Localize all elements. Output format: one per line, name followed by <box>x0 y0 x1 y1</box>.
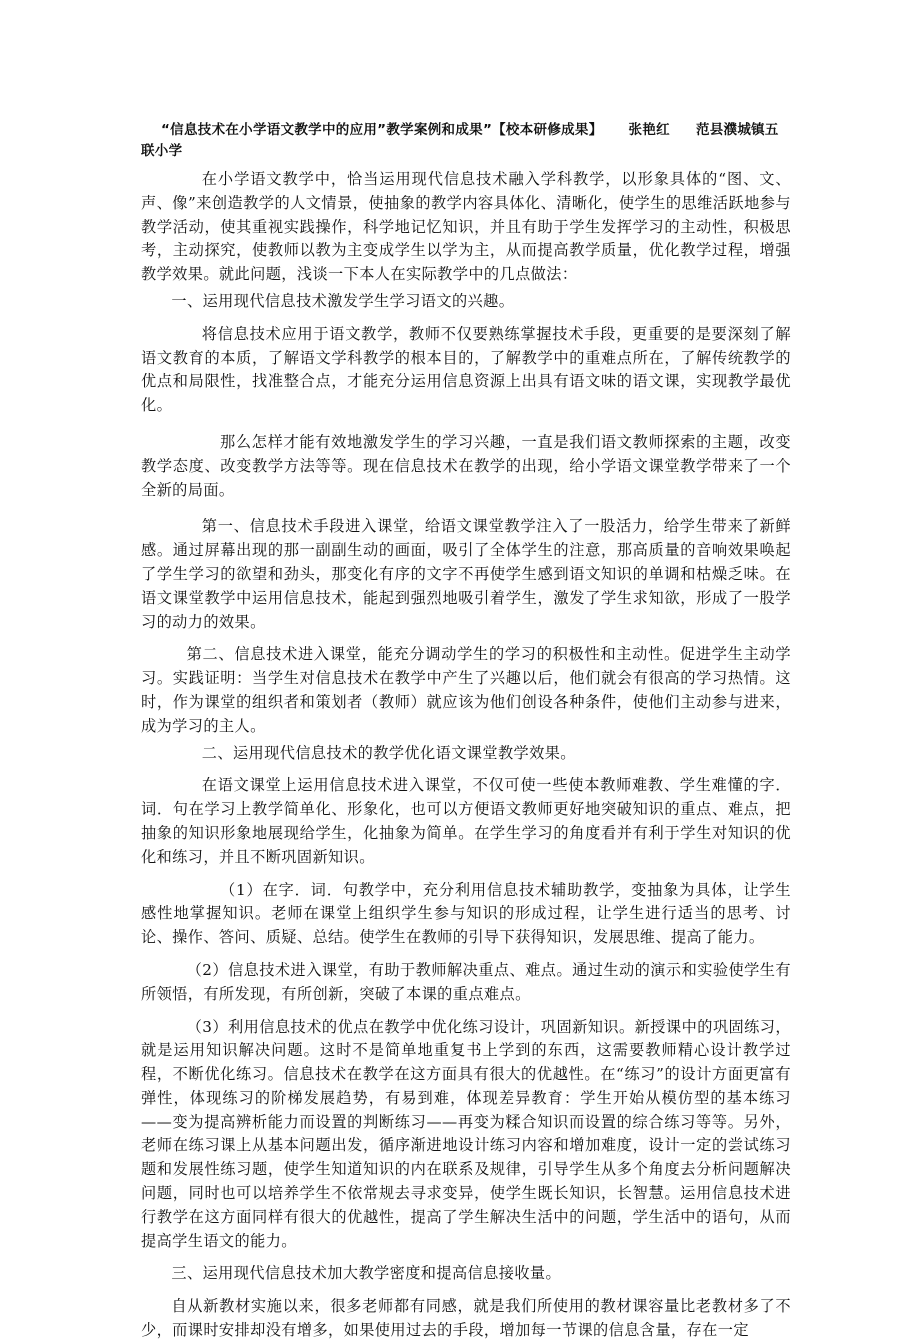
list-item: （2）信息技术进入课堂，有助于教师解决重点、难点。通过生动的演示和实验使学生有所领悟，有所发现，有所创新，突破了本课的重点难点。 <box>141 960 791 1003</box>
author-name: 张艳红 <box>628 122 670 138</box>
document-title-line <box>141 120 791 162</box>
list-item: （1）在字．词．句教学中，充分利用信息技术辅助教学，变抽象为具体，让学生感性地掌握知识。老师在课堂上组织学生参与知识的形成过程，让学生进行适当的思考、讨论、操作、答问、质疑、总结。使学生在教师的引导下获得知识，发展思维、提高了能力。 <box>141 880 791 947</box>
school-name: 范县濮城镇五联小学 <box>141 122 779 159</box>
paragraph-intro: 在小学语文教学中，恰当运用现代信息技术融入学科教学，以形象具体的“图、文、声、像”来创造教学的人文情景，使抽象的教学内容具体化、清晰化，使学生的思维活跃地参与教学活动，使其重视实践操作，科学地记忆知识，并且有助于学生发挥学习的主动性，积极思考，主动探究，使教师以教为主变成学生以学为主，从而提高教学质量，优化教学过程，增强教学效果。就此问题，浅谈一下本人在实际教学中的几点做法： <box>141 170 791 284</box>
paragraph: 将信息技术应用于语文教学，教师不仅要熟练掌握技术手段，更重要的是要深刻了解语文教育的本质，了解语文学科教学的根本目的，了解教学中的重难点所在，了解传统教学的优点和局限性，找准整合点，才能充分运用信息资源上出具有语文味的语文课，实现教学最优化。 <box>141 324 791 415</box>
section-heading-2: 二、运用现代信息技术的教学优化语文课堂教学效果。 <box>201 743 576 762</box>
section-heading-3: 三、运用现代信息技术加大教学密度和提高信息接收量。 <box>171 1264 562 1283</box>
list-item: （3）利用信息技术的优点在教学中优化练习设计，巩固新知识。新授课中的巩固练习，就是运用知识解决问题。这时不是简单地重复书上学到的东西，这需要教师精心设计教学过程，不断优化练习。信息技术在教学在这方面具有很大的优越性。在“练习”的设计方面更富有弹性，体现练习的阶梯发展趋势，有易到难，体现差异教育：学生开始从模仿型的基本练习——变为提高辨析能力而设置的判断练习——再变为糅合知识而设置的综合练习等等。另外，老师在练习课上从基本问题出发，循序渐进地设计练习内容和增加难度，设计一定的尝试练习题和发展性练习题，使学生知道知识的内在联系及规律，引导学生从多个角度去分析问题解决问题，同时也可以培养学生不依常规去寻求变异，使学生既长知识，长智慧。运用信息技术进行教学在这方面同样有很大的优越性，提高了学生解决生活中的问题，学生活中的语句，从而提高学生语文的能力。 <box>141 1017 791 1250</box>
section-heading-1: 一、运用现代信息技术激发学生学习语文的兴趣。 <box>171 291 515 310</box>
document-title: “信息技术在小学语文教学中的应用”教学案例和成果”【校本研修成果】 <box>161 122 603 138</box>
paragraph: 第二、信息技术进入课堂，能充分调动学生的学习的积极性和主动性。促进学生主动学习。实践证明：当学生对信息技术在教学中产生了兴趣以后，他们就会有很高的学习热情。这时，作为课堂的组织者和策划者（教师）就应该为他们创设各种条件，使他们主动参与进来，成为学习的主人。 <box>141 645 791 735</box>
document-page <box>141 120 791 1343</box>
paragraph: 自从新教材实施以来，很多老师都有同感，就是我们所使用的教材课容量比老教材多了不少，而课时安排却没有增多，如果使用过去的手段，增加每一节课的信息含量，存在一定 <box>141 1297 791 1340</box>
paragraph: 在语文课堂上运用信息技术进入课堂，不仅可使一些使本教师难教、学生难懂的字．词．句在学习上教学简单化、形象化，也可以方便语文教师更好地突破知识的重点、难点，把抽象的知识形象地展现给学生，化抽象为简单。在学生学习的角度看并有利于学生对知识的优化和练习，并且不断巩固新知识。 <box>141 776 791 866</box>
paragraph: 那么怎样才能有效地激发学生的学习兴趣，一直是我们语文教师探索的主题，改变教学态度、改变教学方法等等。现在信息技术在教学的出现，给小学语文课堂教学带来了一个全新的局面。 <box>141 432 791 499</box>
paragraph: 第一、信息技术手段进入课堂，给语文课堂教学注入了一股活力，给学生带来了新鲜感。通过屏幕出现的那一副副生动的画面，吸引了全体学生的注意，那高质量的音响效果唤起了学生学习的欲望和劲头，那变化有序的文字不再使学生感到语文知识的单调和枯燥乏味。在语文课堂教学中运用信息技术，能起到强烈地吸引着学生，激发了学生求知欲，形成了一股学习的动力的效果。 <box>141 517 791 631</box>
